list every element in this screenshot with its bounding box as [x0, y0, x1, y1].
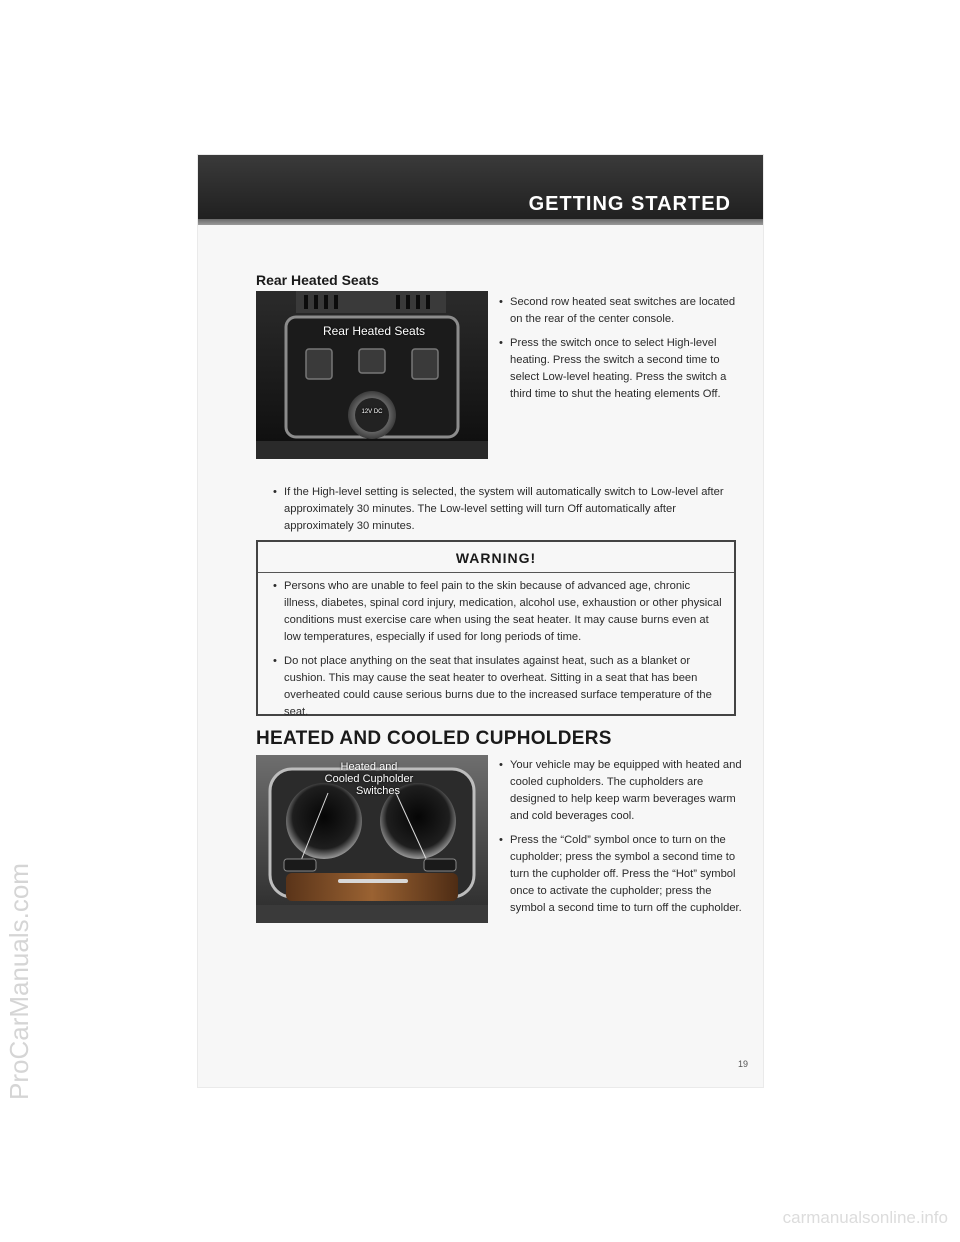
list-item: • If the High-level setting is selected, the system will automatically switch to Low-level after approximately 30 minutes. The Low-level setting will turn Off automatically after approximately 30 minutes.: [270, 484, 740, 535]
callout-line: Switches: [355, 785, 401, 797]
section-header: [198, 155, 763, 225]
warning-divider: [258, 572, 734, 573]
warning-box: [256, 540, 736, 716]
section-title: GETTING STARTED: [528, 193, 731, 215]
rear-heated-seats-bullets: [496, 294, 742, 410]
callout-line: Heated and: [340, 761, 398, 773]
cupholders-heading: HEATED AND COOLED CUPHOLDERS: [256, 728, 612, 749]
photo-callout-label: [314, 761, 424, 797]
header-underline: [198, 219, 763, 225]
list-item: • Your vehicle may be equipped with heated and cooled cupholders. The cupholders are designed to help keep warm beverages warm and cold beverages cool.: [496, 757, 742, 825]
bottom-watermark: carmanualsonline.info: [782, 1208, 948, 1227]
auto-switch-note: [270, 484, 740, 542]
warning-list: [270, 578, 726, 728]
list-item: • Persons who are unable to feel pain to the skin because of advanced age, chronic illness, diabetes, spinal cord injury, medication, alcohol use, exhaustion or other physical conditions must exercise care when using the seat heater. It may cause burns even at low temperatures, especially if used for long periods of time.: [270, 578, 726, 646]
page-number: 19: [738, 1059, 749, 1069]
list-item: • Do not place anything on the seat that insulates against heat, such as a blanket or cushion. This may cause the seat heater to overheat. Sitting in a seat that has been overheated could cause serious burns due to the increased surface temperature of the seat.: [270, 653, 726, 721]
console-illustration: [256, 291, 488, 459]
list-item: • Press the “Cold” symbol once to turn on the cupholder; press the symbol a second time to turn the cupholder off. Press the “Hot” symbol once to activate the cupholder; press the symbol a second time to turn off the cupholder.: [496, 832, 742, 917]
photo-callout-label: Rear Heated Seats: [322, 324, 426, 338]
cupholders-bullets: [496, 757, 742, 924]
callout-line: Cooled Cupholder: [324, 773, 414, 785]
side-watermark: ProCarManuals.com: [4, 863, 34, 1100]
cupholders-photo: [256, 755, 488, 923]
rear-heated-seats-photo: [256, 291, 488, 459]
warning-title: WARNING!: [455, 550, 537, 566]
list-item: • Press the switch once to select High-level heating. Press the switch a second time to select Low-level heating. Press the switch a third time to shut the heating elements Off.: [496, 335, 742, 403]
list-item: • Second row heated seat switches are located on the rear of the center console.: [496, 294, 742, 328]
power-outlet-label: 12V DC: [361, 409, 383, 415]
rear-heated-seats-heading: Rear Heated Seats: [256, 272, 379, 288]
